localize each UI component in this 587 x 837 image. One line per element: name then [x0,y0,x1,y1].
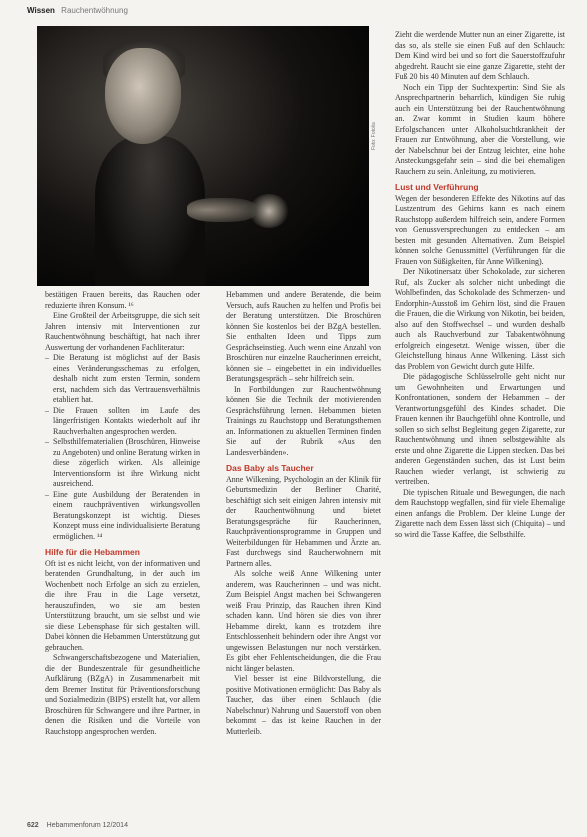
photo-light-shape [249,194,289,228]
paragraph: Schwangerschaftsbezogene und Materialien, die der Bundeszentrale für gesundheitliche Aufklärung (BZgA) in Zusammenarbeit mit dem Bremer Institut für Präventionsforschung und Sozialmedizin (BIPS) erstellt hat, vor allem Broschüren für Schwangere und ihre Partner, in denen die Risiken und die Vorteile von Rauchstopp angesprochen werden. [45,653,200,736]
paragraph: Noch ein Tipp der Suchtexpertin: Sind Sie als Ansprechpartnerin beharrlich, kündigen Sie ruhig auch ein Unterstützung bei der Rauchentwöhnung an. Zwar kommt in Studien kaum höhere Erfolgschancen unter Alkoholsuchtkrankheit der Frauen zur Entwöhnung, aber die Vorstellung, wie der Nabelschnur bei der Entzug leichter, eine hohe Ansteckungsgefahr sein – sind die bei ehemaligen Rauchern zu sein. Anleitung, zu motivieren. [395,82,565,176]
section-heading: Das Baby als Taucher [226,463,314,473]
paragraph: Der Nikotinersatz über Schokolade, zur sicheren Ruf, als Zucker als solcher nicht unbedingt die Wohlbefinden, das Schokolade des Schmerzen- und Endorphin-Ausstoß im Gehirn löst, sind die Frauen die Frauen, die die Wirkung von Nikotin, bei beiden, also auf den Stoffwechsel – und wurden deshalb auch als Rauchverbund zur Tabakentwöhnung erfolgreich eingesetzt. Wenige wissen, über die Gleichstellung hinaus Anne Wilkening. Lässt sich das Problem von Gewicht durch gute Hilfe. [395,267,565,371]
page-number: 622 [27,822,39,829]
paragraph: Hebammen und andere Beratende, die beim Versuch, aufs Rauchen zu helfen und Profis bei der Beratung unterstützen. Die Broschüren können Sie kostenlos bei der BZgA bestellen. Sie enthalten Ideen und Tipps zum Gesprächseinstieg. Auch wenn eine Anzahl von Broschüren nur einzelne Raucherinnen erreicht, können sie – eingebettet in ein individuelles Beratungsgespräch – sehr hilfreich sein. [226,290,381,383]
journal-name: Hebammenforum 12/2014 [46,822,128,829]
paragraph: bestätigen Frauen bereits, das Rauchen oder reduzierte ihren Konsum. ¹⁶ [45,290,200,310]
page-footer [27,822,128,829]
paragraph: In Fortbildungen zur Rauchentwöhnung können Sie die Technik der motivierenden Gesprächsführung lernen. Hebammen bieten Trainings zu Rauchstopp und Beratungsthemen an. Informationen zu aktuellen Terminen finden Sie auf der Rubrik «Aus den Landesverbänden». [226,384,381,457]
photo-face-shape [105,48,181,144]
paragraph: Als solche weiß Anne Wilkening unter anderem, was Raucherinnen – und was nicht. Zum Beispiel Angst machen bei Schwangeren weiß Frau Prinzip, das Rauchen ihren Kind schaden kann. Und hören sie dies von ihrer Hebamme direkt, kann es trotzdem ihre Entschlossenheit behindern oder ihre Angst vor ungewissen Belastungen nur noch verstärken. Es gibt eher Fehlentscheidungen, die die Frau nicht länger belasten. [226,569,381,673]
column-2 [226,290,381,737]
paragraph: Zieht die werdende Mutter nun an einer Zigarette, ist das so, als stelle sie einen Fuß auf den Schlauch: Dem Kind wird bei und so fort die Sauerstoffzufuhr abgedreht. Raucht sie eine ganze Zigarette, steht der Fuß 20 bis 40 Minuten auf dem Schlauch. [395,30,565,81]
photo-credit: Foto: Fotolia [371,122,377,150]
paragraph: Die pädagogische Schlüsselrolle geht nicht nur um Gewohnheiten und Erwartungen und Konfrontationen, sondern der Hebammen – der Verantwortungsgefühl des Kindes schadet. Die Frauen kennen ihr Bauchgefühl ohne Kontrolle, und sollen so sich selbst Begleitung gegen Zigarette, zur Rauchentwöhnung und ihnen selbstgewählte als erste und ohne Zigarette die Lippen stecken. Das bei anderen Gegenständen suchen, das ist Lust beim Rauchen wieder verlangt, ist schwierig zu vertreiben. [395,372,565,486]
paragraph: Wegen der besonderen Effekte des Nikotins auf das Lustzentrum des Gehirns kann es nach einem Rauchstopp außerdem hilfreich sein, andere Formen von Genussversprechungen zu entdecken – am besten mit gesunden Alternativen. Zum Beispiel können solche Genussmittel (Verführungen für die Frauen von Süßigkeiten, für Anne Wilkening). [395,193,565,266]
list-item: – Die Frauen sollten im Laufe des längerfristigen Kontakts wiederholt auf ihr Rauchverhalten angesprochen werden. [53,406,200,438]
page-header [27,6,128,15]
section-subtitle: Rauchentwöhnung [61,6,128,15]
paragraph: Die typischen Rituale und Bewegungen, die nach dem Rauchstopp wegfallen, sind für viele Ehemalige einen anfangs die Problem. Der kleine Lunge der Zigarette nach dem Essen lässt sich (Chiquita) – und so wird die Tasse Kaffee, die Selbsthilfe. [395,487,565,539]
section-heading: Hilfe für die Hebammen [45,547,140,557]
paragraph: Anne Wilkening, Psychologin an der Klinik für Geburtsmedizin der Berliner Charité, beschäftigt sich seit einigen Jahren intensiv mit der Rauchentwöhnung und bietet Beratungsgespräche für Raucherinnen, Rauchpräventionsprogramme in Gruppen und Weiterbildungen für Hebammen und Ärzte an. Fast durchwegs sind Raucherwohnern mit Partnern alles. [226,474,381,568]
child-photo [37,26,369,286]
column-1 [45,290,200,737]
recommendation-list [45,353,200,542]
paragraph: Viel besser ist eine Bildvorstellung, die positive Motivationen ermöglicht: Das Baby als Taucher, das über einen Schlauch (die Nabelschnur) Nahrung und Sauerstoff von oben bekommt – das ist keine Rauchen in der Mutterleib. [226,674,381,736]
column-3 [395,30,565,540]
list-item: – Eine gute Ausbildung der Beratenden in einem rauchpräventiven wirkungsvollen Beratungskonzept ist wichtig. Dieses Konzept muss eine individualisierte Beratung ermöglichen. ¹⁴ [53,490,200,543]
section-label: Wissen [27,6,55,15]
photo-hand-shape [187,198,257,222]
section-heading: Lust und Verführung [395,182,479,192]
list-item: – Die Beratung ist möglichst auf der Basis eines Veränderungsschemas zu erfolgen, deshalb nicht zum ersten Termin, sondern erst, nachdem sich das Vertrauensverhältnis etabliert hat. [53,353,200,406]
paragraph: Eine Großteil der Arbeitsgruppe, die sich seit Jahren intensiv mit Interventionen zur Rauchentwöhnung beschäftigt, hat nach ihrer Auswertung der vorhandenen Fachliteratur: [45,311,200,352]
list-item: – Selbsthilfematerialien (Broschüren, Hinweise zu Angeboten) und online Beratung wirken in diese zögerlich wirken. Als alleinige Interventionsform ist ihre Wirkung nicht ausreichend. [53,437,200,490]
paragraph: Oft ist es nicht leicht, von der informativen und beratenden Grundhaltung, in der auch im Wochenbett noch Erfolge an sich zu erzielen, die ihre Frau in die Lage versetzt, herauszufinden, wo sie am besten Unterstützung braucht, um sie selbst und wie sie diese Lebensphase für sich gestalten will. Dabei können die Hebammen Unterstützung gut gebrauchen. [45,558,200,652]
